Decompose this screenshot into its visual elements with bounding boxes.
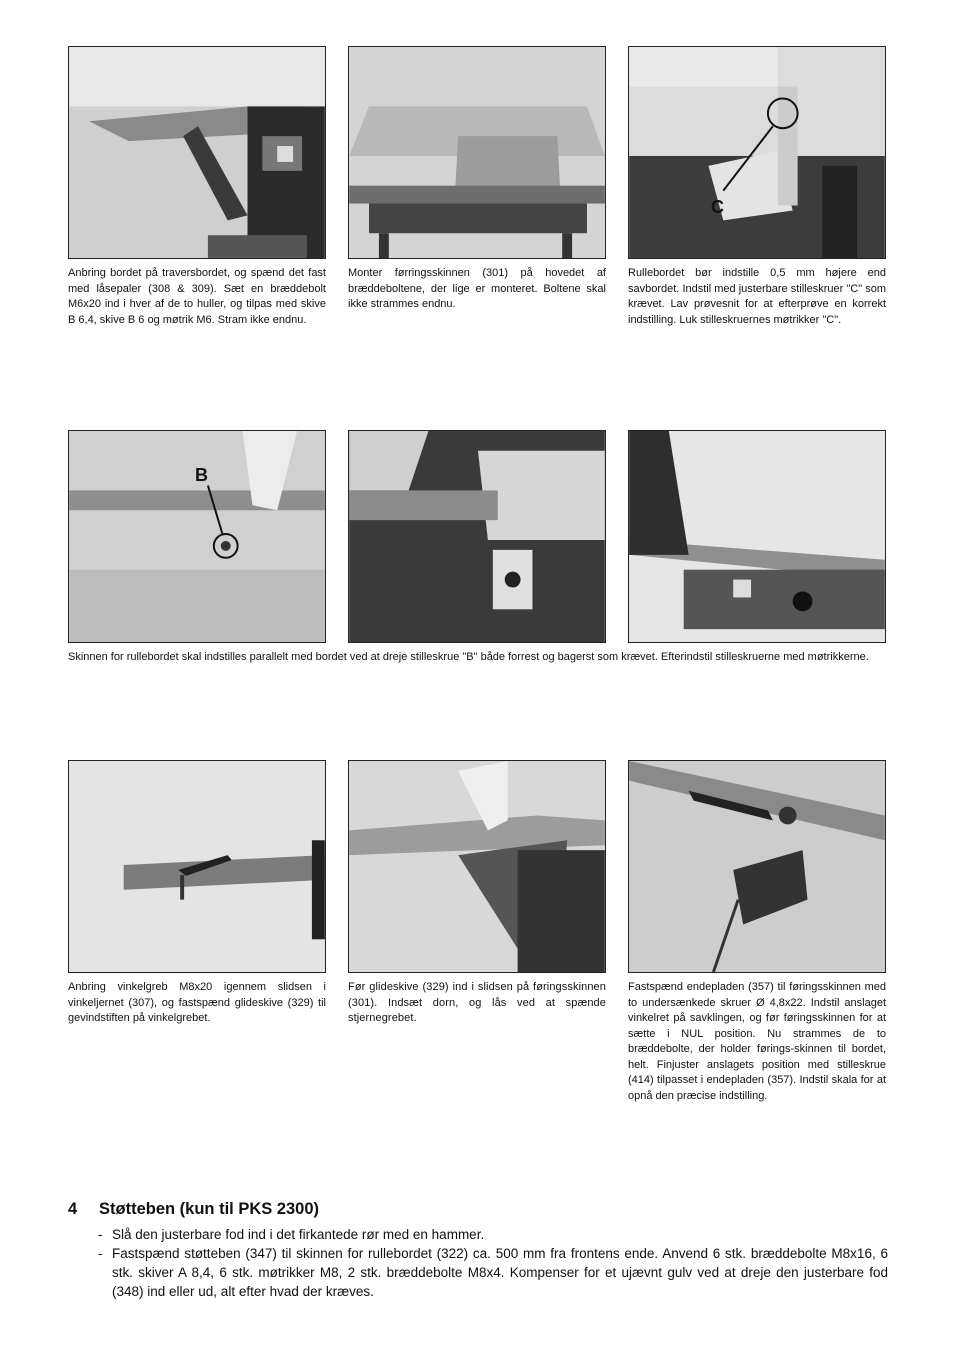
photo-end-plate	[628, 760, 886, 973]
section-number: 4	[68, 1200, 78, 1218]
marker-c-label: C	[711, 197, 724, 217]
photo-rail-parallel-back	[628, 430, 886, 643]
instruction-item: - Fastspænd støtteben (347) til skinnen for rullebordet (322) ca. 500 mm fra frontens ende. Anvend 6 stk. bræddebolte M8x16, 6 stk. skiver A 8,4, 6 stk. møtrikker M8, 2 stk. bræddebolte M8x4. Kompenser for et ujævnt gulv ved at dreje den justerbare fod (348) ind eller ud, alt efter hvad der kræves.	[98, 1244, 888, 1301]
marker-b-label: B	[195, 465, 208, 485]
section-title: Støtteben (kun til PKS 2300)	[99, 1200, 320, 1218]
photo-illustration	[69, 47, 325, 258]
photo-illustration	[629, 47, 885, 258]
caption-rail-parallel: Skinnen for rullebordet skal indstilles parallelt med bordet ved at dreje stilleskrue "B" både forrest og bagerst som krævet. Efterindstil stilleskruerne med møtrikkerne.	[68, 651, 869, 663]
instruction-list	[68, 1225, 888, 1301]
photo-rail-parallel-front	[348, 430, 606, 643]
photo-illustration	[349, 761, 605, 972]
caption-roller-table-adjust: Rullebordet bør indstille 0,5 mm højere end savbordet. Indstil med justerbare stilleskruer "C" som krævet. Lav prøvesnit for at efterprøve en korrekt indstilling. Luk stilleskruernes møtrikker "C".	[628, 267, 886, 326]
caption-angle-grip: Anbring vinkelgreb M8x20 igennem slidsen i vinkeljernet (307), og fastspænd glideskive (329) til gevindstiften på vinkelgrebet.	[68, 981, 326, 1024]
photo-illustration	[349, 47, 605, 258]
photo-angle-grip	[68, 760, 326, 973]
photo-illustration	[69, 431, 325, 642]
instruction-item: - Slå den justerbare fod ind i det firkantede rør med en hammer.	[98, 1225, 888, 1244]
section-heading	[68, 1200, 888, 1219]
photo-roller-table-adjust	[628, 46, 886, 259]
caption-guide-rail-mount: Monter førringsskinnen (301) på hovedet af bræddeboltene, der lige er monteret. Boltene skal ikke strammes endnu.	[348, 267, 606, 310]
section-support-leg	[68, 1200, 888, 1301]
photo-illustration	[69, 761, 325, 972]
photo-illustration	[629, 431, 885, 642]
photo-table-on-traverse	[68, 46, 326, 259]
photo-guide-rail-mount	[348, 46, 606, 259]
photo-slide-washer	[348, 760, 606, 973]
photo-adjust-screw-b	[68, 430, 326, 643]
caption-table-on-traverse: Anbring bordet på traversbordet, og spænd det fast med låsepaler (308 & 309). Sæt en bræddebolt M6x20 ind i hver af de to huller, og tilpas med skive B 6,4, skive B 6 og møtrik M6. Stram ikke endnu.	[68, 267, 326, 326]
caption-end-plate: Fastspænd endepladen (357) til føringsskinnen med to undersænkede skruer Ø 4,8x22. Indstil anslaget vinkelret på savklingen, og før føringsskinnen for at sætte i NUL position. Nu strammes de to bræddebolte, der holder førings-skinnen til bordet, helt. Finjuster anslagets position med stilleskrue (414) tilpasset i endepladen (357). Indstil skala for at opnå den præcise indstilling.	[628, 981, 886, 1102]
caption-slide-washer: Før glideskive (329) ind i slidsen på føringsskinnen (301). Indsæt dorn, og lås ved at spænde stjernegrebet.	[348, 981, 606, 1024]
photo-illustration	[629, 761, 885, 972]
photo-illustration	[349, 431, 605, 642]
